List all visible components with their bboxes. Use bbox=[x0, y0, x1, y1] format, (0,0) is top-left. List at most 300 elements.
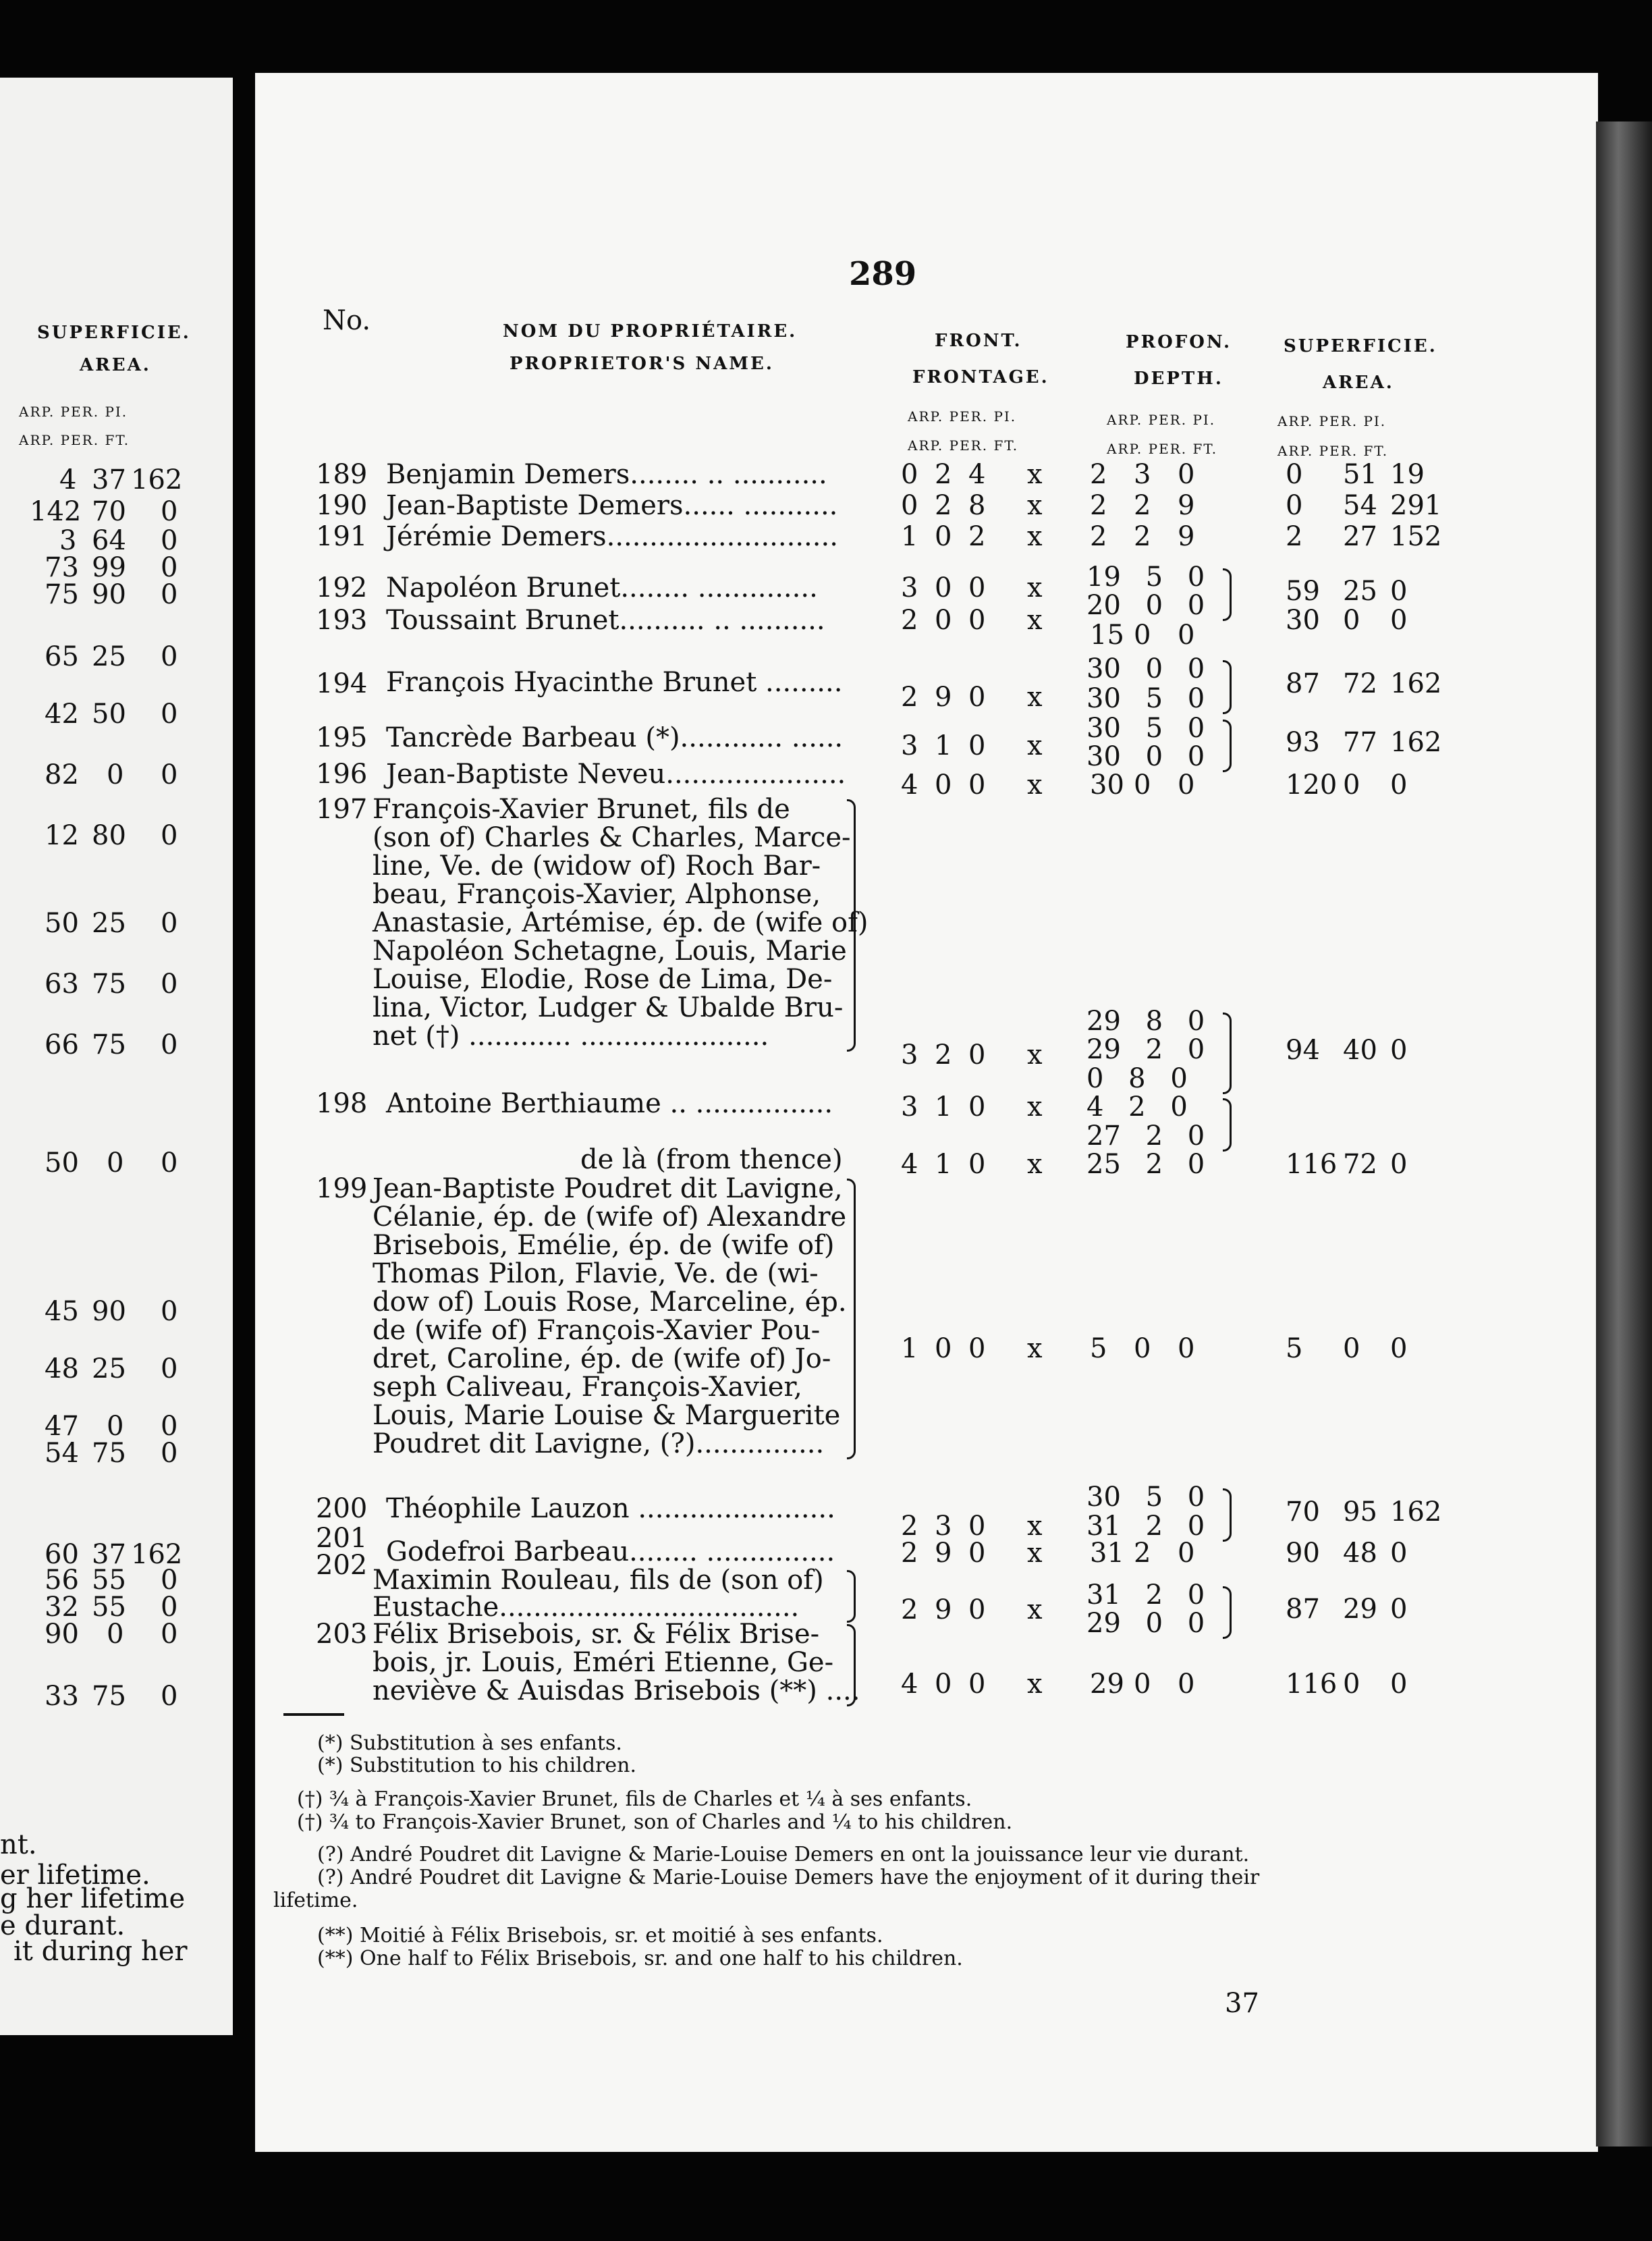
depth-cell: 30 bbox=[1090, 770, 1124, 801]
page-number: 289 bbox=[849, 255, 917, 293]
left-area-cell: 55 bbox=[92, 1565, 126, 1596]
area-cell: 25 bbox=[1343, 576, 1377, 607]
depth-cell: 31 bbox=[1090, 1538, 1124, 1569]
owner-name-line: Thomas Pilon, Flavie, Ve. de (wi- bbox=[373, 1258, 819, 1289]
left-area-cell: 70 bbox=[92, 496, 126, 527]
entry-number: 199 bbox=[316, 1173, 368, 1204]
left-area-cell: 50 bbox=[92, 699, 126, 730]
grouping-brace bbox=[847, 1179, 856, 1459]
left-note: nt. bbox=[0, 1829, 37, 1860]
left-area-cell: 0 bbox=[161, 908, 178, 939]
depth-cell: 30 5 0 bbox=[1086, 683, 1205, 714]
footnote: (*) Substitution à ses enfants. bbox=[317, 1731, 622, 1755]
depth-cell: 9 bbox=[1178, 490, 1195, 521]
area-cell: 120 bbox=[1286, 770, 1338, 801]
owner-name-line: beau, François-Xavier, Alphonse, bbox=[373, 879, 821, 910]
depth-cell: 27 2 0 bbox=[1086, 1120, 1205, 1152]
owner-name: Jean-Baptiste Demers...... ........... bbox=[386, 490, 838, 521]
left-area-cell: 25 bbox=[92, 1353, 126, 1384]
area-cell: 0 bbox=[1390, 1333, 1408, 1364]
depth-cell: 29 bbox=[1090, 1669, 1124, 1700]
area-cell: 152 bbox=[1390, 521, 1442, 552]
depth-cell: 0 bbox=[1178, 1538, 1195, 1569]
frontage-cell: 8 bbox=[968, 490, 986, 521]
frontage-cell: 3 bbox=[901, 730, 918, 761]
left-area-cell: 48 bbox=[45, 1353, 79, 1384]
depth-cell: 0 bbox=[1178, 1669, 1195, 1700]
depth-cell: 29 0 0 bbox=[1086, 1608, 1205, 1639]
frontage-cell: 1 bbox=[901, 521, 918, 552]
depth-cell: 0 bbox=[1178, 1333, 1195, 1364]
frontage-cell: 0 bbox=[968, 605, 986, 636]
depth-cell: 4 2 0 bbox=[1086, 1091, 1188, 1123]
area-cell: 0 bbox=[1343, 1333, 1360, 1364]
depth-cell: 2 bbox=[1090, 490, 1107, 521]
area-cell: 0 bbox=[1390, 576, 1408, 607]
left-area-cell: 12 bbox=[45, 820, 79, 851]
left-area-cell: 75 bbox=[45, 579, 79, 610]
owner-name-line: Anastasie, Artémise, ép. de (wife of) bbox=[373, 907, 869, 938]
depth-cell: 31 2 0 bbox=[1086, 1580, 1205, 1611]
depth-cell: 2 bbox=[1134, 1538, 1151, 1569]
frontage-cell: 9 bbox=[935, 1594, 952, 1625]
depth-cell: 0 bbox=[1134, 1333, 1151, 1364]
times-sign: x bbox=[1027, 572, 1043, 603]
area-cell: 291 bbox=[1390, 490, 1442, 521]
footnote: (?) André Poudret dit Lavigne & Marie-Louise Demers have the enjoyment of it during their bbox=[317, 1866, 1260, 1889]
left-area-cell: 75 bbox=[92, 1029, 126, 1060]
area-cell: 0 bbox=[1390, 1538, 1408, 1569]
frontage-cell: 2 bbox=[901, 605, 918, 636]
frontage-cell: 0 bbox=[935, 605, 952, 636]
frontage-cell: 0 bbox=[968, 1511, 986, 1542]
depth-brace bbox=[1223, 1488, 1232, 1542]
depth-cell: 20 0 0 bbox=[1086, 590, 1205, 621]
area-cell: 162 bbox=[1390, 1496, 1442, 1528]
left-area-cell: 75 bbox=[92, 1681, 126, 1712]
frontage-cell: 2 bbox=[901, 1594, 918, 1625]
frontage-cell: 0 bbox=[968, 1333, 986, 1364]
area-cell: 0 bbox=[1390, 1149, 1408, 1180]
entry-number: 195 bbox=[316, 722, 368, 753]
left-area-cell: 0 bbox=[161, 552, 178, 583]
left-area-cell: 0 bbox=[161, 1619, 178, 1650]
times-sign: x bbox=[1027, 1538, 1043, 1569]
frontage-cell: 0 bbox=[968, 730, 986, 761]
area-cell: 0 bbox=[1343, 1669, 1360, 1700]
owner-name-line: de (wife of) François-Xavier Pou- bbox=[373, 1315, 821, 1346]
left-area-cell: 99 bbox=[92, 552, 126, 583]
front-units-fr: ARP. PER. PI. bbox=[908, 408, 1017, 425]
frontage-cell: 4 bbox=[968, 459, 986, 490]
left-area-cell: 0 bbox=[107, 759, 124, 790]
left-area-cell: 73 bbox=[45, 552, 79, 583]
owner-name: Antoine Berthiaume .. ................ bbox=[386, 1088, 833, 1119]
depth-cell: 29 8 0 bbox=[1086, 1006, 1205, 1037]
frontage-cell: 0 bbox=[901, 459, 918, 490]
left-area-cell: 0 bbox=[161, 1296, 178, 1327]
depth-cell: 15 bbox=[1090, 620, 1124, 651]
depth-cell: 25 2 0 bbox=[1086, 1149, 1205, 1180]
area-cell: 116 bbox=[1286, 1669, 1338, 1700]
depth-cell: 0 bbox=[1178, 459, 1195, 490]
area-units-en: ARP. PER. FT. bbox=[1277, 443, 1389, 459]
depth-cell: 2 bbox=[1090, 521, 1107, 552]
area-cell: 51 bbox=[1343, 459, 1377, 490]
front-units-en: ARP. PER. FT. bbox=[908, 437, 1019, 454]
area-cell: 0 bbox=[1390, 770, 1408, 801]
depth-units-fr: ARP. PER. PI. bbox=[1107, 412, 1216, 428]
frontage-cell: 2 bbox=[968, 521, 986, 552]
frontage-cell: 0 bbox=[968, 682, 986, 713]
area-header-en: AREA. bbox=[1323, 373, 1394, 393]
depth-brace bbox=[1223, 1098, 1232, 1152]
grouping-brace bbox=[847, 1624, 856, 1706]
frontage-cell: 0 bbox=[935, 1333, 952, 1364]
area-cell: 2 bbox=[1286, 521, 1303, 552]
times-sign: x bbox=[1027, 1091, 1043, 1123]
depth-cell: 0 bbox=[1134, 770, 1151, 801]
frontage-cell: 3 bbox=[901, 572, 918, 603]
front-header-en: FRONTAGE. bbox=[912, 367, 1049, 387]
times-sign: x bbox=[1027, 1149, 1043, 1180]
entry-number: 190 bbox=[316, 490, 368, 521]
depth-header-en: DEPTH. bbox=[1134, 369, 1223, 389]
grouping-brace bbox=[847, 799, 856, 1052]
frontage-cell: 3 bbox=[935, 1511, 952, 1542]
owner-name: de là (from thence) bbox=[580, 1144, 843, 1175]
depth-cell: 2 bbox=[1090, 459, 1107, 490]
owner-name: Jérémie Demers........................... bbox=[386, 521, 838, 552]
frontage-cell: 1 bbox=[901, 1333, 918, 1364]
left-area-cell: 0 bbox=[161, 1681, 178, 1712]
frontage-cell: 0 bbox=[935, 1669, 952, 1700]
owner-name-line: lina, Victor, Ludger & Ubalde Bru- bbox=[373, 992, 844, 1023]
area-cell: 54 bbox=[1343, 490, 1377, 521]
depth-cell: 0 bbox=[1178, 620, 1195, 651]
depth-brace bbox=[1223, 720, 1232, 772]
depth-cell: 2 bbox=[1134, 490, 1151, 521]
area-cell: 116 bbox=[1286, 1149, 1338, 1180]
owner-name-line: Célanie, ép. de (wife of) Alexandre bbox=[373, 1202, 847, 1233]
frontage-cell: 0 bbox=[935, 770, 952, 801]
area-cell: 27 bbox=[1343, 521, 1377, 552]
area-cell: 0 bbox=[1390, 1594, 1408, 1625]
depth-header-fr: PROFON. bbox=[1126, 332, 1232, 352]
area-cell: 0 bbox=[1390, 1669, 1408, 1700]
frontage-cell: 3 bbox=[901, 1091, 918, 1123]
area-cell: 72 bbox=[1343, 1149, 1377, 1180]
times-sign: x bbox=[1027, 1040, 1043, 1071]
depth-brace bbox=[1223, 1586, 1232, 1639]
area-cell: 0 bbox=[1343, 770, 1360, 801]
area-cell: 48 bbox=[1343, 1538, 1377, 1569]
left-area-title-en: AREA. bbox=[80, 355, 151, 375]
area-cell: 0 bbox=[1286, 459, 1303, 490]
area-units-fr: ARP. PER. PI. bbox=[1277, 413, 1387, 429]
owner-name-line: Félix Brisebois, sr. & Félix Brise- bbox=[373, 1619, 820, 1650]
entry-number: 194 bbox=[316, 668, 368, 699]
entry-number: 197 bbox=[316, 794, 368, 825]
left-area-cell: 50 bbox=[45, 1148, 79, 1179]
frontage-cell: 0 bbox=[935, 572, 952, 603]
area-cell: 87 bbox=[1286, 1594, 1320, 1625]
left-area-cell: 0 bbox=[161, 1411, 178, 1442]
area-cell: 0 bbox=[1390, 605, 1408, 636]
left-area-cell: 162 bbox=[131, 464, 183, 495]
frontage-cell: 1 bbox=[935, 730, 952, 761]
grouping-brace bbox=[847, 1570, 856, 1623]
left-area-cell: 0 bbox=[161, 1592, 178, 1623]
times-sign: x bbox=[1027, 730, 1043, 761]
frontage-cell: 4 bbox=[901, 770, 918, 801]
left-area-cell: 4 bbox=[59, 464, 77, 495]
owner-name: Godefroi Barbeau........ ............... bbox=[386, 1536, 835, 1567]
left-area-cell: 0 bbox=[161, 641, 178, 672]
left-area-cell: 0 bbox=[161, 759, 178, 790]
left-area-cell: 37 bbox=[92, 464, 126, 495]
left-area-cell: 32 bbox=[45, 1592, 79, 1623]
owner-name-line: bois, jr. Louis, Eméri Etienne, Ge- bbox=[373, 1647, 834, 1678]
frontage-cell: 4 bbox=[901, 1669, 918, 1700]
depth-cell: 3 bbox=[1134, 459, 1151, 490]
entry-number: 192 bbox=[316, 572, 368, 603]
left-area-cell: 90 bbox=[45, 1619, 79, 1650]
depth-brace bbox=[1223, 660, 1232, 714]
area-cell: 40 bbox=[1343, 1035, 1377, 1066]
area-cell: 0 bbox=[1286, 490, 1303, 521]
footnote: lifetime. bbox=[273, 1889, 358, 1912]
owner-name-line: Louise, Elodie, Rose de Lima, De- bbox=[373, 964, 833, 995]
owner-name-line: neviève & Auisdas Brisebois (**) .... bbox=[373, 1675, 860, 1706]
area-cell: 93 bbox=[1286, 727, 1320, 758]
area-cell: 30 bbox=[1286, 605, 1320, 636]
frontage-cell: 0 bbox=[968, 1040, 986, 1071]
left-area-cell: 64 bbox=[92, 525, 126, 556]
times-sign: x bbox=[1027, 1333, 1043, 1364]
left-note: e durant. bbox=[0, 1910, 126, 1941]
left-area-cell: 50 bbox=[45, 908, 79, 939]
entry-number: 189 bbox=[316, 459, 368, 490]
owner-name-line: Jean-Baptiste Poudret dit Lavigne, bbox=[373, 1173, 843, 1204]
left-units-en: ARP. PER. FT. bbox=[19, 432, 130, 448]
depth-cell: 30 5 0 bbox=[1086, 1482, 1205, 1513]
area-cell: 94 bbox=[1286, 1035, 1320, 1066]
owner-name: François Hyacinthe Brunet ......... bbox=[386, 667, 843, 698]
frontage-cell: 2 bbox=[935, 1040, 952, 1071]
sheet-number: 37 bbox=[1225, 1988, 1259, 2019]
left-area-cell: 0 bbox=[161, 699, 178, 730]
left-area-cell: 0 bbox=[161, 579, 178, 610]
left-area-cell: 0 bbox=[161, 1148, 178, 1179]
frontage-cell: 0 bbox=[968, 1669, 986, 1700]
owner-name-line: (son of) Charles & Charles, Marce- bbox=[373, 822, 851, 853]
area-cell: 95 bbox=[1343, 1496, 1377, 1528]
depth-brace bbox=[1223, 568, 1232, 621]
times-sign: x bbox=[1027, 605, 1043, 636]
owner-name-line: dret, Caroline, ép. de (wife of) Jo- bbox=[373, 1343, 831, 1374]
frontage-cell: 2 bbox=[935, 459, 952, 490]
depth-cell: 0 8 0 bbox=[1086, 1063, 1188, 1094]
front-header-fr: FRONT. bbox=[935, 331, 1022, 351]
owner-name-line: François-Xavier Brunet, fils de bbox=[373, 794, 790, 825]
left-area-cell: 0 bbox=[161, 496, 178, 527]
depth-cell: 30 0 0 bbox=[1086, 653, 1205, 684]
left-area-cell: 0 bbox=[107, 1148, 124, 1179]
frontage-cell: 2 bbox=[901, 1538, 918, 1569]
frontage-cell: 2 bbox=[901, 1511, 918, 1542]
owner-name-line: Maximin Rouleau, fils de (son of) bbox=[373, 1565, 824, 1596]
times-sign: x bbox=[1027, 682, 1043, 713]
left-area-cell: 0 bbox=[161, 1353, 178, 1384]
owner-name: Toussaint Brunet.......... .. .......... bbox=[386, 605, 825, 636]
frontage-cell: 0 bbox=[968, 1538, 986, 1569]
left-note: it during her bbox=[13, 1936, 188, 1967]
area-cell: 0 bbox=[1343, 605, 1360, 636]
times-sign: x bbox=[1027, 521, 1043, 552]
frontage-cell: 0 bbox=[968, 1091, 986, 1123]
left-area-cell: 45 bbox=[45, 1296, 79, 1327]
area-cell: 0 bbox=[1390, 1035, 1408, 1066]
frontage-cell: 3 bbox=[901, 1040, 918, 1071]
left-units-fr: ARP. PER. PI. bbox=[19, 404, 128, 420]
frontage-cell: 4 bbox=[901, 1149, 918, 1180]
left-area-cell: 56 bbox=[45, 1565, 79, 1596]
owner-name: Jean-Baptiste Neveu..................... bbox=[386, 759, 846, 790]
depth-cell: 30 5 0 bbox=[1086, 713, 1205, 744]
left-area-cell: 0 bbox=[161, 525, 178, 556]
footnote: (†) ¾ à François-Xavier Brunet, fils de Charles et ¼ à ses enfants. bbox=[297, 1787, 972, 1811]
area-cell: 72 bbox=[1343, 668, 1377, 699]
depth-cell: 0 bbox=[1134, 1669, 1151, 1700]
left-area-cell: 90 bbox=[92, 1296, 126, 1327]
column-no-header: No. bbox=[323, 305, 371, 336]
left-area-cell: 80 bbox=[92, 820, 126, 851]
frontage-cell: 9 bbox=[935, 682, 952, 713]
left-area-cell: 0 bbox=[107, 1411, 124, 1442]
area-cell: 59 bbox=[1286, 576, 1320, 607]
footnote: (*) Substitution to his children. bbox=[317, 1754, 636, 1777]
area-cell: 5 bbox=[1286, 1333, 1303, 1364]
depth-cell: 31 2 0 bbox=[1086, 1511, 1205, 1542]
left-area-cell: 142 bbox=[30, 496, 82, 527]
left-area-cell: 55 bbox=[92, 1592, 126, 1623]
footnote: (†) ¾ to François-Xavier Brunet, son of Charles and ¼ to his children. bbox=[297, 1810, 1013, 1834]
footnote: (**) One half to Félix Brisebois, sr. and one half to his children. bbox=[317, 1947, 963, 1970]
book-binding bbox=[1596, 122, 1652, 2146]
left-area-cell: 65 bbox=[45, 641, 79, 672]
left-area-cell: 0 bbox=[161, 820, 178, 851]
frontage-cell: 1 bbox=[935, 1091, 952, 1123]
depth-cell: 5 bbox=[1090, 1333, 1107, 1364]
times-sign: x bbox=[1027, 1669, 1043, 1700]
times-sign: x bbox=[1027, 770, 1043, 801]
depth-cell: 0 bbox=[1178, 770, 1195, 801]
left-area-cell: 37 bbox=[92, 1539, 126, 1570]
owner-name-line: dow of) Louis Rose, Marceline, ép. bbox=[373, 1287, 847, 1318]
area-cell: 29 bbox=[1343, 1594, 1377, 1625]
left-area-cell: 66 bbox=[45, 1029, 79, 1060]
left-area-cell: 90 bbox=[92, 579, 126, 610]
frontage-cell: 0 bbox=[968, 1594, 986, 1625]
left-area-cell: 3 bbox=[59, 525, 77, 556]
entry-number: 193 bbox=[316, 605, 368, 636]
frontage-cell: 0 bbox=[968, 770, 986, 801]
depth-cell: 0 bbox=[1134, 620, 1151, 651]
owner-name-line: Napoléon Schetagne, Louis, Marie bbox=[373, 936, 847, 967]
owner-name: Benjamin Demers........ .. ........... bbox=[386, 459, 827, 490]
owner-name-line: Louis, Marie Louise & Marguerite bbox=[373, 1400, 841, 1431]
depth-cell: 29 2 0 bbox=[1086, 1034, 1205, 1065]
frontage-cell: 2 bbox=[901, 682, 918, 713]
left-area-cell: 0 bbox=[161, 1029, 178, 1060]
depth-cell: 19 5 0 bbox=[1086, 562, 1205, 593]
left-area-cell: 0 bbox=[107, 1619, 124, 1650]
depth-cell: 9 bbox=[1178, 521, 1195, 552]
left-area-cell: 25 bbox=[92, 641, 126, 672]
depth-brace bbox=[1223, 1013, 1232, 1094]
entry-number: 196 bbox=[316, 759, 368, 790]
left-area-cell: 47 bbox=[45, 1411, 79, 1442]
depth-cell: 30 0 0 bbox=[1086, 741, 1205, 772]
area-cell: 90 bbox=[1286, 1538, 1320, 1569]
left-area-cell: 60 bbox=[45, 1539, 79, 1570]
left-area-cell: 0 bbox=[161, 1438, 178, 1469]
area-cell: 162 bbox=[1390, 727, 1442, 758]
frontage-cell: 0 bbox=[901, 490, 918, 521]
owner-name-line: Brisebois, Emélie, ép. de (wife of) bbox=[373, 1230, 835, 1261]
owner-header-fr: NOM DU PROPRIÉTAIRE. bbox=[503, 321, 798, 342]
times-sign: x bbox=[1027, 459, 1043, 490]
frontage-cell: 0 bbox=[968, 1149, 986, 1180]
area-cell: 77 bbox=[1343, 727, 1377, 758]
left-area-cell: 0 bbox=[161, 1565, 178, 1596]
owner-name: Tancrède Barbeau (*)............ ...... bbox=[386, 722, 844, 753]
area-cell: 162 bbox=[1390, 668, 1442, 699]
times-sign: x bbox=[1027, 490, 1043, 521]
frontage-cell: 9 bbox=[935, 1538, 952, 1569]
left-area-cell: 33 bbox=[45, 1681, 79, 1712]
times-sign: x bbox=[1027, 1594, 1043, 1625]
area-header-fr: SUPERFICIE. bbox=[1284, 336, 1437, 356]
owner-name: Théophile Lauzon ....................... bbox=[386, 1493, 835, 1524]
owner-name-line: line, Ve. de (widow of) Roch Bar- bbox=[373, 850, 821, 882]
frontage-cell: 2 bbox=[935, 490, 952, 521]
times-sign: x bbox=[1027, 1511, 1043, 1542]
area-cell: 70 bbox=[1286, 1496, 1320, 1528]
left-area-cell: 75 bbox=[92, 1438, 126, 1469]
area-cell: 19 bbox=[1390, 459, 1425, 490]
entry-number: 200 bbox=[316, 1493, 368, 1524]
owner-name-line: net (†) ............ ...................... bbox=[373, 1021, 769, 1052]
footnote: (**) Moitié à Félix Brisebois, sr. et moitié à ses enfants. bbox=[317, 1924, 883, 1947]
left-area-cell: 75 bbox=[92, 969, 126, 1000]
left-area-title-fr: SUPERFICIE. bbox=[37, 323, 191, 343]
left-area-cell: 54 bbox=[45, 1438, 79, 1469]
footnote: (?) André Poudret dit Lavigne & Marie-Louise Demers en ont la jouissance leur vie durant. bbox=[317, 1843, 1250, 1866]
owner-name-line: Poudret dit Lavigne, (?)............... bbox=[373, 1428, 825, 1459]
owner-name-line: seph Caliveau, François-Xavier, bbox=[373, 1372, 802, 1403]
entry-number: 202 bbox=[316, 1550, 368, 1581]
footnote-rule bbox=[283, 1713, 344, 1716]
left-area-cell: 82 bbox=[45, 759, 79, 790]
left-note: er lifetime. bbox=[0, 1860, 150, 1891]
owner-name-line: Eustache................................... bbox=[373, 1592, 800, 1623]
left-note: g her lifetime bbox=[0, 1883, 186, 1914]
owner-name: Napoléon Brunet........ .............. bbox=[386, 572, 818, 603]
entry-number: 203 bbox=[316, 1619, 368, 1650]
frontage-cell: 1 bbox=[935, 1149, 952, 1180]
